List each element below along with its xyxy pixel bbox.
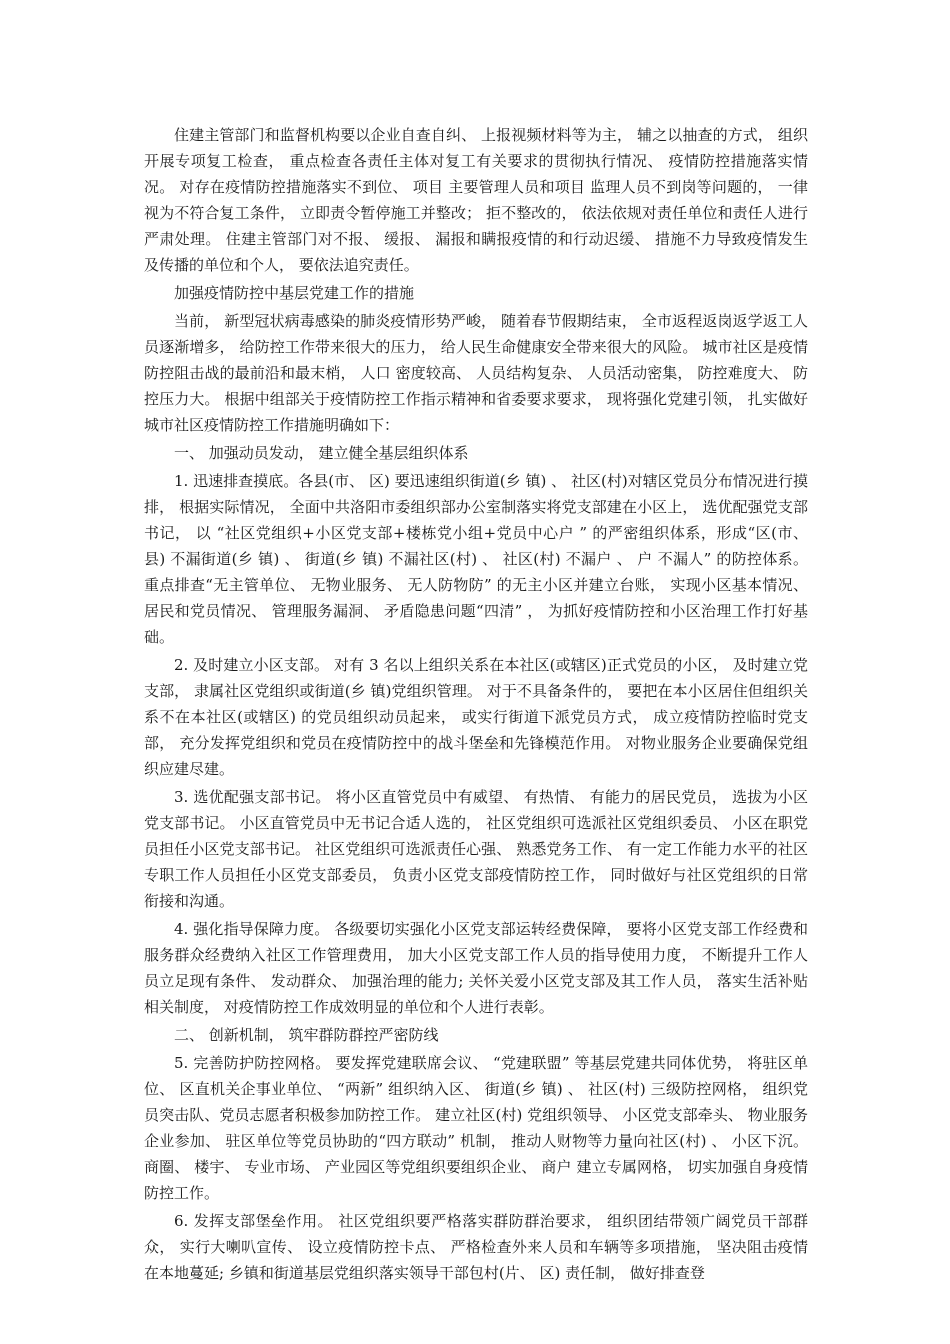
section-title-measures: 加强疫情防控中基层党建工作的措施 — [174, 284, 415, 302]
heading-part-two: 二、 创新机制， 筑牢群防群控严密防线 — [174, 1026, 439, 1044]
heading-part-one: 一、 加强动员发动， 建立健全基层组织体系 — [174, 444, 469, 462]
paragraph-current-situation: 当前， 新型冠状病毒感染的肺炎疫情形势严峻， 随着春节假期结束， 全市返程返岗返学返工人员逐渐增多， 给防控工作带来很大的压力， 给人民生命健康安全带来很大的风险。 城市社区是疫情防控阻击战的最前沿和最末梢， 人口 密度较高、 人员结构复杂、 人员活动密集， 防控难度大、 防控压力大。 根据中组部关于疫情防控工作指示精神和省委要求要求， 现将强化党建引领， 扎实做好城市社区疫情防控工作措施明确如下： — [144, 312, 808, 434]
paragraph-item-6: 6. 发挥支部堡垒作用。 社区党组织要严格落实群防群治要求， 组织团结带领广阔党员干部群众， 实行大喇叭宣传、 设立疫情防控卡点、 严格检查外来人员和车辆等多项措施， 坚决阻击疫情在本地蔓延; 乡镇和街道基层党组织落实领导干部包村(片、 区) 责任制， 做好排查登 — [144, 1212, 808, 1282]
paragraph-review-requirements: 住建主管部门和监督机构要以企业自查自纠、 上报视频材料等为主， 辅之以抽查的方式， 组织开展专项复工检查， 重点检查各责任主体对复工有关要求的贯彻执行情况、 疫情防控措施落实情况。 对存在疫情防控措施落实不到位、 项目 主要管理人员和项目 监理人员不到岗等问题的， 一律视为不符合复工条件， 立即责令暂停施工并整改； 拒不整改的， 依法依规对责任单位和责任人进行严肃处理。 住建主管部门对不报、 缓报、 漏报和瞒报疫情的和行动迟缓、 措施不力导致疫情发生及传播的单位和个人， 要依法追究责任。 — [144, 126, 808, 274]
paragraph-item-4: 4. 强化指导保障力度。 各级要切实强化小区党支部运转经费保障， 要将小区党支部工作经费和服务群众经费纳入社区工作管理费用， 加大小区党支部工作人员的指导使用力度， 不断提升工作人员立足现有条件、 发动群众、 加强治理的能力; 关怀关爱小区党支部及其工作人员， 落实生活补贴相关制度， 对疫情防控工作成效明显的单位和个人进行表彰。 — [144, 920, 808, 1016]
paragraph-item-3: 3. 选优配强支部书记。 将小区直管党员中有威望、 有热情、 有能力的居民党员， 选拔为小区党支部书记。 小区直管党员中无书记合适人选的， 社区党组织可选派社区党组织委员、 小区在职党员担任小区党支部书记。 社区党组织可选派责任心强、 熟悉党务工作、 有一定工作能力水平的社区专职工作人员担任小区党支部委员， 负责小区党支部疫情防控工作， 同时做好与社区党组织的日常衔接和沟通。 — [144, 788, 808, 910]
document-body — [144, 122, 808, 1288]
paragraph-item-1: 1. 迅速排查摸底。各县(市、 区) 要迅速组织街道(乡 镇) 、 社区(村)对辖区党员分布情况进行摸排， 根据实际情况， 全面中共洛阳市委组织部办公室制落实将党支部建在小区上， 选优配强党支部书记， 以 “社区党组织+小区党支部+楼栋党小组+党员中心户 ” 的严密组织体系，形成“区(市、 县) 不漏街道(乡 镇) 、 街道(乡 镇) 不漏社区(村) 、 社区(村) 不漏户 、 户 不漏人” 的防控体系。 重点排查“无主管单位、 无物业服务、 无人防物防” 的无主小区并建立台账， 实现小区基本情况、居民和党员情况、 管理服务漏洞、 矛盾隐患问题“四清” ， 为抓好疫情防控和小区治理工作打好基础。 — [144, 472, 808, 646]
paragraph-item-2: 2. 及时建立小区支部。 对有 3 名以上组织关系在本社区(或辖区)正式党员的小区， 及时建立党支部， 隶属社区党组织或街道(乡 镇)党组织管理。 对于不具备条件的， 要把在本小区居住但组织关系不在本社区(或辖区) 的党员组织动员起来， 或实行街道下派党员方式， 成立疫情防控临时党支部， 充分发挥党组织和党员在疫情防控中的战斗堡垒和先锋模范作用。 对物业服务企业要确保党组织应建尽建。 — [144, 656, 808, 778]
paragraph-item-5: 5. 完善防护防控网格。 要发挥党建联席会议、 “党建联盟” 等基层党建共同体优势， 将驻区单位、 区直机关企事业单位、 “两新” 组织纳入区、 街道(乡 镇) 、 社区(村) 三级防控网格， 组织党员突击队、党员志愿者积极参加防控工作。 建立社区(村) 党组织领导、 小区党支部牵头、 物业服务企业参加、 驻区单位等党员协助的“四方联动” 机制， 推动人财物等力量向社区(村) 、 小区下沉。 商圈、 楼宇、 专业市场、 产业园区等党组织要组织企业、 商户 建立专属网格， 切实加强自身疫情防控工作。 — [144, 1054, 808, 1202]
